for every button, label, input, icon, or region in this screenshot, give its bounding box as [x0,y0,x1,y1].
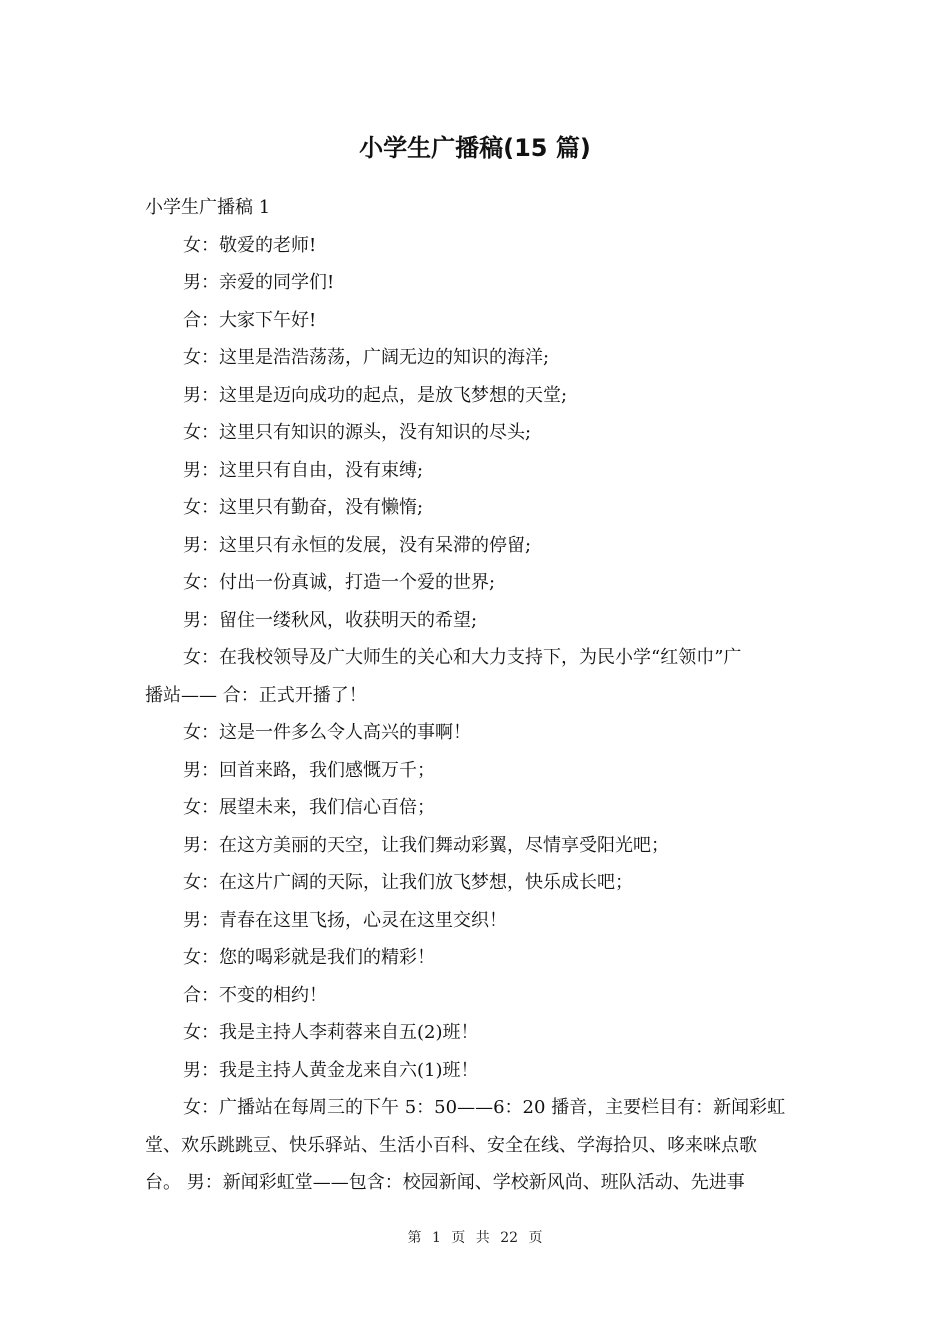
text-line: 男：这里只有永恒的发展，没有呆滞的停留; [183,534,532,556]
text-line: 女：广播站在每周三的下午 5：50——6：20 播音，主要栏目有：新闻彩虹 [183,1097,786,1118]
text-line: 女：我是主持人李莉蓉来自五(2)班！ [183,1022,479,1043]
text-line: 女：在我校领导及广大师生的关心和大力支持下，为民小学“红领巾”广 [183,647,742,668]
text-line: 女：您的喝彩就是我们的精彩！ [183,947,435,968]
text-line-continuation: 播站—— 合：正式开播了！ [145,684,367,706]
text-line-continuation: 堂、欢乐跳跳豆、快乐驿站、生活小百科、安全在线、学海拾贝、哆来咪点歌 [145,1134,757,1156]
text-line: 男：我是主持人黄金龙来自六(1)班！ [183,1059,479,1081]
text-line: 女：付出一份真诚，打造一个爱的世界; [183,572,496,593]
text-line: 男：留住一缕秋风，收获明天的希望; [183,609,478,631]
text-line: 女：这里是浩浩荡荡，广阔无边的知识的海洋; [183,347,550,368]
document-body [145,189,808,1202]
page-footer: 第 1 页 共 22 页 [407,1230,543,1246]
document-title: 小学生广播稿(15 篇) [359,134,591,162]
text-line: 女：在这片广阔的天际，让我们放飞梦想，快乐成长吧； [183,872,633,893]
text-line: 合：大家下午好! [183,309,317,331]
text-line: 男：在这方美丽的天空，让我们舞动彩翼，尽情享受阳光吧； [183,834,669,856]
text-line: 女：展望未来，我们信心百倍； [183,797,435,818]
text-line: 女：敬爱的老师! [183,234,317,256]
text-line: 女：这里只有知识的源头，没有知识的尽头; [183,422,532,443]
text-line: 男：这里只有自由，没有束缚; [183,459,424,481]
text-line: 女：这里只有勤奋，没有懒惰; [183,497,424,518]
text-line: 男：回首来路，我们感慨万千； [183,759,435,781]
text-line-continuation: 台。 男：新闻彩虹堂——包含：校园新闻、学校新风尚、班队活动、先进事 [145,1172,745,1193]
text-line: 男：亲爱的同学们! [183,272,335,293]
text-line: 合：不变的相约！ [183,984,327,1006]
text-line: 男：青春在这里飞扬，心灵在这里交织！ [183,909,507,931]
text-line: 女：这是一件多么令人高兴的事啊！ [183,722,471,743]
section-heading: 小学生广播稿 1 [145,197,271,218]
text-line: 男：这里是迈向成功的起点，是放飞梦想的天堂; [183,384,568,406]
